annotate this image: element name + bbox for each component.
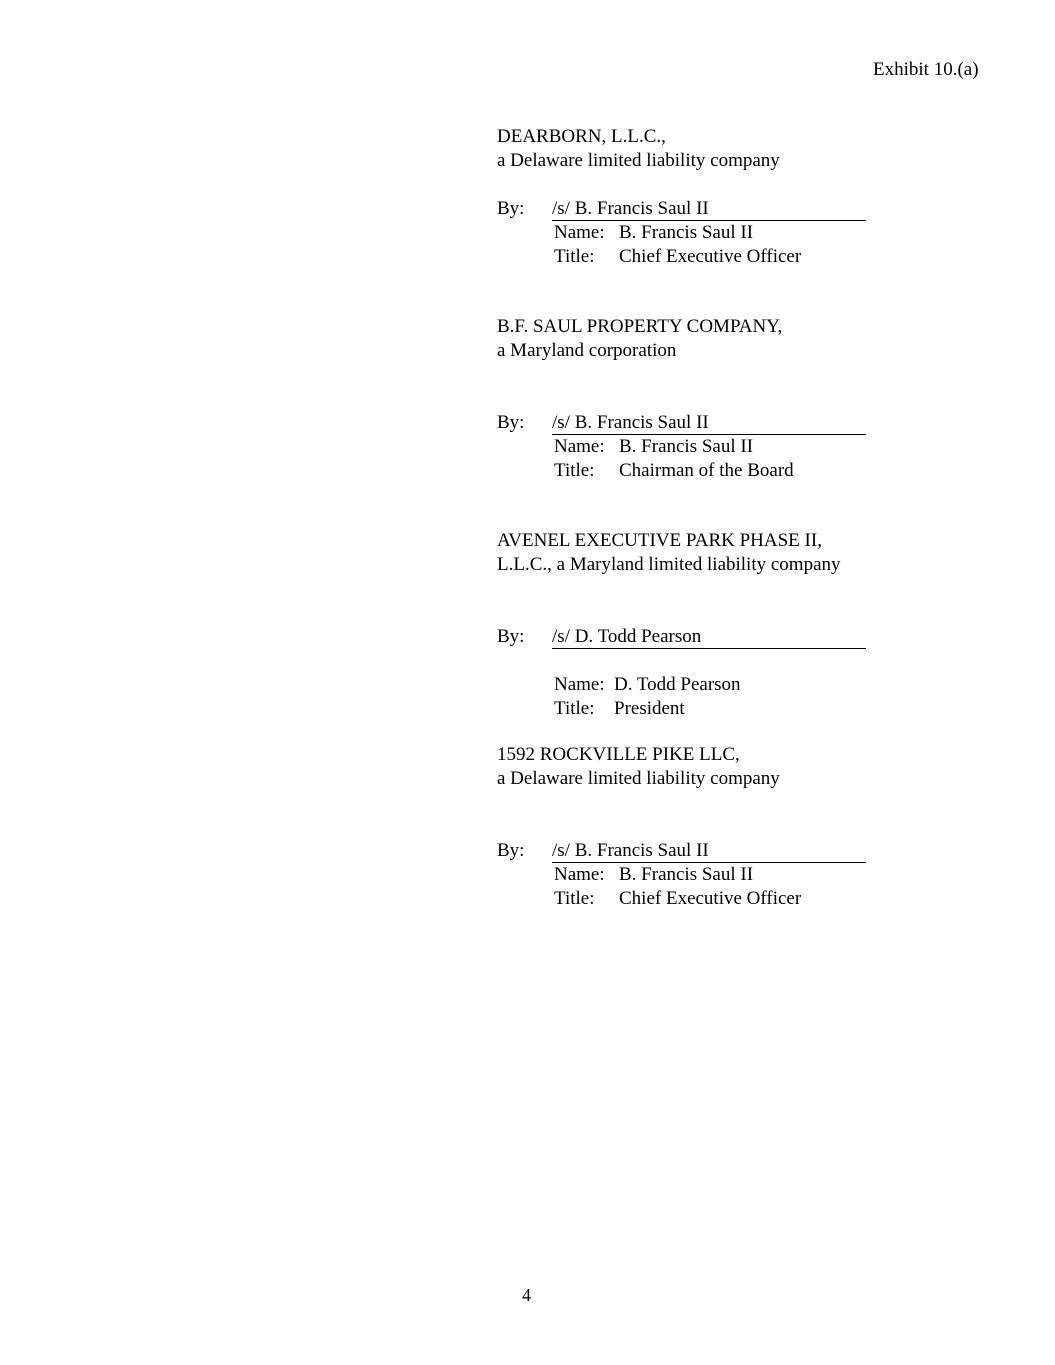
signature-row xyxy=(497,839,917,863)
signature-line xyxy=(552,839,866,863)
entity-name: B.F. SAUL PROPERTY COMPANY, xyxy=(497,316,783,337)
by-label: By: xyxy=(497,412,525,433)
title-row xyxy=(497,459,917,483)
spacer xyxy=(497,577,917,601)
signature-block-rockville xyxy=(497,743,917,911)
title-row xyxy=(497,697,917,721)
title-row xyxy=(497,245,917,269)
by-label: By: xyxy=(497,198,525,219)
title-value: Chairman of the Board xyxy=(619,460,794,481)
signature-block-bf-saul xyxy=(497,315,917,483)
spacer xyxy=(497,649,917,673)
title-label: Title: xyxy=(554,888,595,909)
entity-name: AVENEL EXECUTIVE PARK PHASE II, xyxy=(497,530,822,551)
name-row xyxy=(497,435,917,459)
name-row xyxy=(497,221,917,245)
exhibit-label: Exhibit 10.(a) xyxy=(873,59,979,80)
page-number: 4 xyxy=(522,1285,531,1305)
name-label: Name: xyxy=(554,674,605,695)
spacer xyxy=(497,387,917,411)
title-value: President xyxy=(614,698,685,719)
signature-row xyxy=(497,625,917,649)
name-label: Name: xyxy=(554,436,605,457)
name-value: B. Francis Saul II xyxy=(619,222,754,243)
name-row xyxy=(497,863,917,887)
title-row xyxy=(497,887,917,911)
signature-text: /s/ B. Francis Saul II xyxy=(552,840,709,861)
name-label: Name: xyxy=(554,222,605,243)
spacer xyxy=(497,815,917,839)
entity-description: a Delaware limited liability company xyxy=(497,768,780,789)
signature-row xyxy=(497,197,917,221)
signature-line xyxy=(552,411,866,435)
name-value: B. Francis Saul II xyxy=(619,864,754,885)
spacer xyxy=(497,601,917,625)
signature-row xyxy=(497,411,917,435)
name-label: Name: xyxy=(554,864,605,885)
name-value: D. Todd Pearson xyxy=(614,674,741,695)
title-label: Title: xyxy=(554,460,595,481)
spacer xyxy=(497,363,917,387)
signature-block-avenel xyxy=(497,529,917,721)
signature-block-dearborn xyxy=(497,125,917,269)
spacer xyxy=(497,791,917,815)
title-value: Chief Executive Officer xyxy=(619,888,802,909)
entity-description: a Maryland corporation xyxy=(497,340,677,361)
name-row xyxy=(497,673,917,697)
name-value: B. Francis Saul II xyxy=(619,436,754,457)
signature-text: /s/ B. Francis Saul II xyxy=(552,412,709,433)
entity-name: DEARBORN, L.L.C., xyxy=(497,126,666,147)
signature-line xyxy=(552,197,866,221)
title-label: Title: xyxy=(554,698,595,719)
signature-text: /s/ D. Todd Pearson xyxy=(552,626,702,647)
by-label: By: xyxy=(497,840,525,861)
entity-name: 1592 ROCKVILLE PIKE LLC, xyxy=(497,744,740,765)
title-label: Title: xyxy=(554,246,595,267)
entity-description: a Delaware limited liability company xyxy=(497,150,780,171)
signature-text: /s/ B. Francis Saul II xyxy=(552,198,709,219)
title-value: Chief Executive Officer xyxy=(619,246,802,267)
entity-description: L.L.C., a Maryland limited liability company xyxy=(497,554,841,575)
spacer xyxy=(497,173,917,197)
signature-line xyxy=(552,625,866,649)
by-label: By: xyxy=(497,626,525,647)
